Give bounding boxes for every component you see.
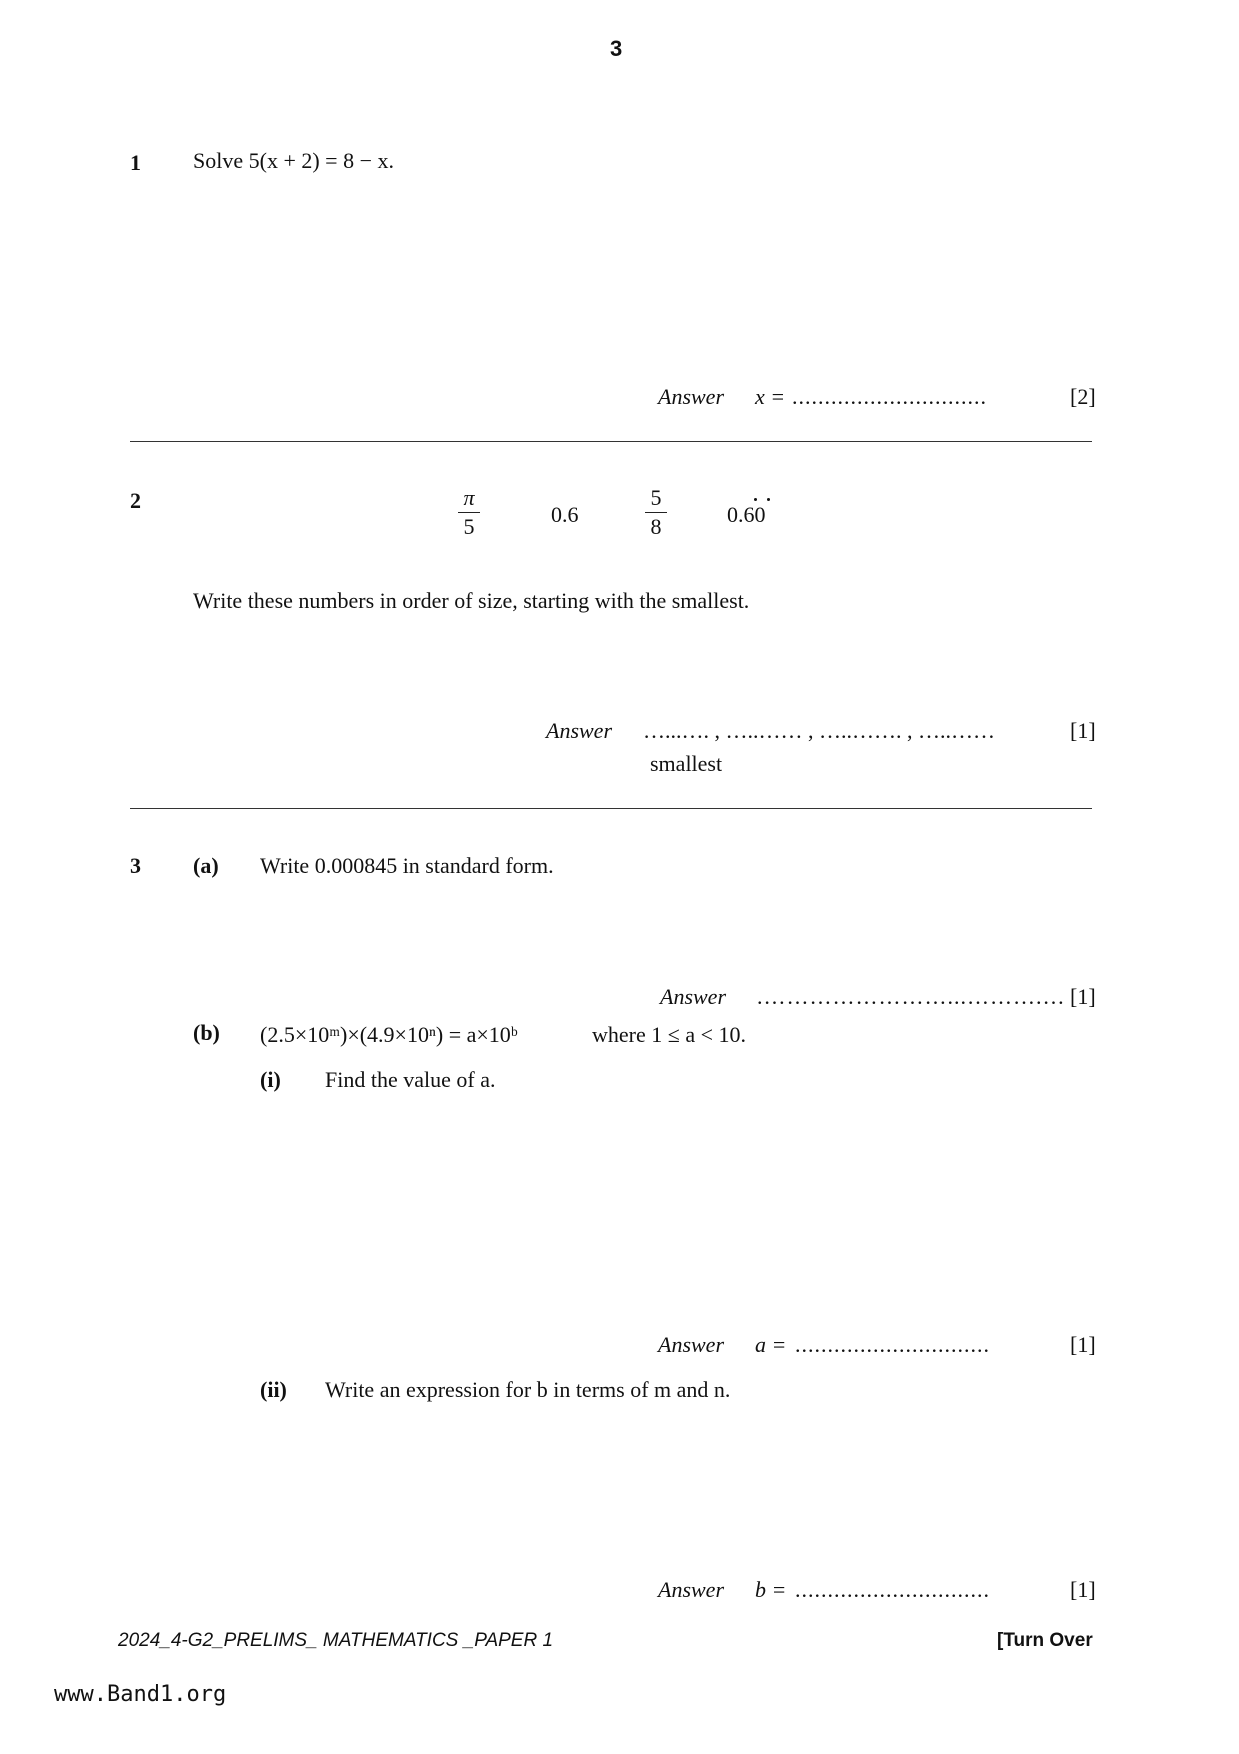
q3bi-label: (i) bbox=[260, 1067, 281, 1092]
q3bii-answer-variable: b = bbox=[755, 1577, 787, 1602]
q3bii-label: (ii) bbox=[260, 1377, 287, 1402]
q3a-answer-field[interactable]: .……………………...……….… bbox=[757, 984, 1066, 1009]
number-recurring-decimal: 0.60 bbox=[727, 502, 766, 527]
q2-marks: [1] bbox=[1070, 718, 1096, 743]
q3bii-answer-field[interactable]: .............................. bbox=[795, 1577, 990, 1602]
q2-answer-field[interactable]: …...…. , …..…… , …..……. , …..…… bbox=[643, 718, 995, 743]
q3a-text: Write 0.000845 in standard form. bbox=[260, 853, 554, 878]
watermark: www.Band1.org bbox=[54, 1682, 227, 1707]
q3b-label: (b) bbox=[193, 1020, 220, 1045]
q3bii-answer-label: Answer bbox=[658, 1577, 724, 1602]
question-1-number: 1 bbox=[130, 150, 141, 175]
q3a-marks: [1] bbox=[1070, 984, 1096, 1009]
q1-answer-variable: x = bbox=[755, 384, 786, 409]
recurring-dot-6 bbox=[754, 498, 757, 501]
number-decimal: 0.6 bbox=[551, 502, 579, 527]
q3bi-marks: [1] bbox=[1070, 1332, 1096, 1357]
q3a-answer-label: Answer bbox=[660, 984, 726, 1009]
q3bi-answer-label: Answer bbox=[658, 1332, 724, 1357]
divider-2 bbox=[130, 808, 1092, 809]
q2-answer-caption: smallest bbox=[650, 751, 723, 776]
q2-answer-label: Answer bbox=[546, 718, 612, 743]
page-number: 3 bbox=[610, 36, 623, 61]
q1-answer-label: Answer bbox=[658, 384, 724, 409]
q3bii-marks: [1] bbox=[1070, 1577, 1096, 1602]
q1-marks: [2] bbox=[1070, 384, 1096, 409]
divider-1 bbox=[130, 441, 1092, 442]
question-1-text: Solve 5(x + 2) = 8 − x. bbox=[193, 148, 394, 173]
question-2-instruction: Write these numbers in order of size, starting with the smallest. bbox=[193, 588, 750, 613]
q1-answer-field[interactable]: .............................. bbox=[792, 384, 987, 409]
q3bi-answer-variable: a = bbox=[755, 1332, 787, 1357]
q3a-label: (a) bbox=[193, 853, 219, 878]
question-2-number: 2 bbox=[130, 488, 141, 513]
q3bi-text: Find the value of a. bbox=[325, 1067, 496, 1092]
q3bii-text: Write an expression for b in terms of m and n. bbox=[325, 1377, 731, 1402]
number-five-eighths: 5 8 bbox=[645, 486, 667, 539]
number-pi-over-5: π 5 bbox=[458, 486, 480, 539]
question-3-number: 3 bbox=[130, 853, 141, 878]
q3bi-answer-field[interactable]: .............................. bbox=[795, 1332, 990, 1357]
recurring-dot-0 bbox=[767, 498, 770, 501]
footer-paper-code: 2024_4-G2_PRELIMS_ MATHEMATICS _PAPER 1 bbox=[118, 1630, 554, 1651]
q3b-condition: where 1 ≤ a < 10. bbox=[592, 1022, 746, 1047]
q3b-expression: (2.5×10ᵐ)×(4.9×10ⁿ) = a×10ᵇ bbox=[260, 1022, 518, 1047]
footer-turn-over: [Turn Over bbox=[997, 1630, 1093, 1651]
